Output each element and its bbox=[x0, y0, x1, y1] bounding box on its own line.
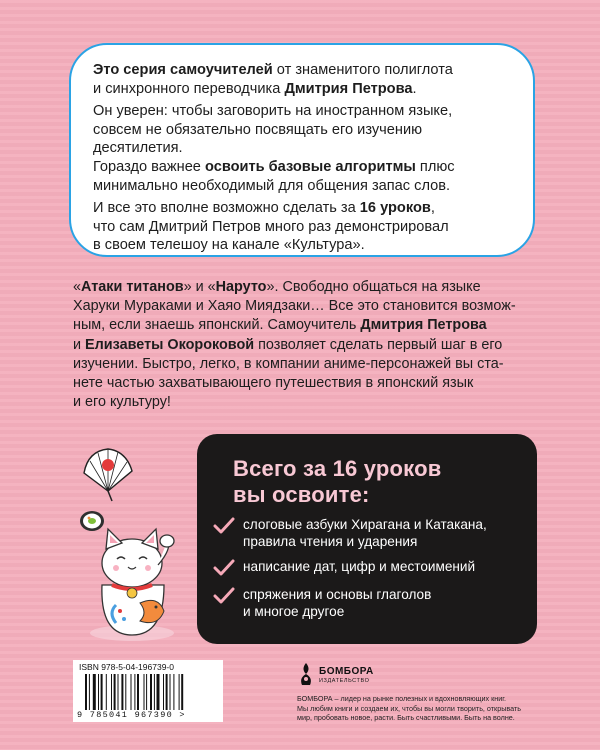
promo-item-1-line-1: слоговые азбуки Хирагана и Катакана, bbox=[243, 517, 487, 532]
bombora-logo-icon bbox=[297, 661, 315, 687]
barcode-bar bbox=[166, 674, 168, 710]
bold-text: Дмитрия Петрова bbox=[360, 317, 487, 334]
promo-item-1-line-2: правила чтения и ударения bbox=[243, 534, 418, 549]
barcode-icon bbox=[85, 674, 213, 710]
bold-text: 16 уроков bbox=[359, 200, 431, 217]
text-segment: ным, если знаешь японский. Самоучитель bbox=[73, 317, 361, 334]
text-segment: совсем не обязательно посвящать его изучению десятилетия. bbox=[93, 121, 423, 157]
text-segment: от знаменитого полиглота bbox=[272, 62, 453, 78]
barcode-bar bbox=[137, 674, 139, 710]
text-segment: , bbox=[430, 200, 435, 217]
barcode-bar bbox=[114, 674, 116, 710]
publisher-note-line: Мы любим книги и создаем их, чтобы вы могли творить, открывать bbox=[297, 703, 521, 713]
checkmark-icon bbox=[213, 516, 235, 536]
text-segment: изучении. Быстро, легко, в компании аниме-персонажей вы ста- bbox=[73, 355, 504, 372]
text-line bbox=[73, 316, 543, 335]
text-line bbox=[93, 121, 513, 158]
barcode-bar bbox=[89, 674, 90, 710]
barcode-bar bbox=[131, 674, 132, 710]
text-line bbox=[93, 61, 513, 80]
barcode-bar bbox=[173, 674, 174, 710]
publisher-note-line: мир, пробовать новое, расти. Быть счастливыми. Быть на волне. bbox=[297, 713, 515, 722]
publisher-subtitle: ИЗДАТЕЛЬСТВО bbox=[319, 678, 370, 684]
sushi-roll-icon bbox=[80, 511, 104, 531]
intro-text bbox=[93, 61, 513, 255]
checkmark-icon bbox=[213, 586, 235, 606]
text-line bbox=[93, 236, 513, 255]
publisher-name: БОМБОРА bbox=[319, 666, 374, 677]
barcode-bar bbox=[125, 674, 126, 710]
barcode-bar bbox=[154, 674, 155, 710]
text-segment: Гораздо важнее bbox=[93, 158, 205, 175]
barcode-bar bbox=[111, 674, 112, 710]
barcode-bar bbox=[179, 674, 180, 710]
promo-item-3-line-1: спряжения и основы глаголов bbox=[243, 587, 432, 602]
text-segment: Он уверен: чтобы заговорить на иностранном языке, bbox=[93, 103, 453, 120]
text-segment: что сам Дмитрий Петров много раз демонстрировал bbox=[93, 218, 449, 235]
barcode-bar bbox=[93, 674, 96, 710]
barcode-digits: 9 785041 967390 > bbox=[77, 710, 186, 720]
text-segment: плюс bbox=[415, 158, 455, 175]
isbn-barcode bbox=[73, 660, 223, 722]
bold-text: Это серия самоучителей bbox=[93, 62, 273, 78]
publisher-note-line: БОМБОРА – лидер на рынке полезных и вдохновляющих книг. bbox=[297, 694, 506, 703]
text-segment: И все это вполне возможно сделать за bbox=[93, 200, 360, 217]
text-line bbox=[93, 218, 513, 237]
text-line bbox=[73, 336, 543, 355]
promo-title-line-1: Всего за 16 уроков bbox=[233, 456, 442, 481]
publisher-note bbox=[297, 694, 537, 723]
fan-icon bbox=[84, 449, 132, 501]
barcode-bar bbox=[146, 674, 147, 710]
text-line bbox=[73, 278, 543, 297]
text-segment: позволяет сделать первый шаг в его bbox=[254, 336, 503, 353]
barcode-bar bbox=[101, 674, 103, 710]
barcode-bar bbox=[163, 674, 164, 710]
isbn-label: ISBN 978-5-04-196739-0 bbox=[79, 662, 174, 672]
text-segment: и bbox=[73, 336, 86, 353]
barcode-bar bbox=[144, 674, 145, 710]
promo-title bbox=[233, 456, 441, 508]
barcode-bar bbox=[118, 674, 119, 710]
text-segment: нете частью захватывающего путешествия в японский язык bbox=[73, 375, 474, 392]
promo-item-3-line-2: и многое другое bbox=[243, 604, 345, 619]
maneki-neko-illustration bbox=[72, 445, 192, 645]
barcode-bar bbox=[181, 674, 183, 710]
promo-item-2-line-1: написание дат, цифр и местоимений bbox=[243, 559, 476, 574]
bold-text: Атаки титанов bbox=[81, 279, 184, 295]
text-line bbox=[73, 355, 543, 374]
bold-text: освоить базовые алгоритмы bbox=[204, 158, 416, 175]
cat-icon bbox=[90, 529, 174, 641]
text-segment: . bbox=[412, 80, 417, 97]
text-segment: и синхронного переводчика bbox=[93, 80, 285, 97]
promo-box bbox=[197, 434, 537, 644]
barcode-bar bbox=[134, 674, 135, 710]
barcode-bar bbox=[85, 674, 87, 710]
text-line bbox=[73, 297, 543, 316]
promo-item bbox=[213, 586, 431, 620]
bold-text: Елизаветы Окороковой bbox=[85, 336, 255, 353]
text-segment: » и « bbox=[183, 279, 216, 295]
text-segment: в своем телешоу на канале «Культура». bbox=[93, 237, 365, 254]
intro-box bbox=[69, 43, 535, 257]
text-segment: ». Свободно общаться на языке bbox=[266, 279, 481, 295]
barcode-bar bbox=[170, 674, 171, 710]
text-line bbox=[93, 158, 513, 177]
bold-text: Наруто bbox=[215, 279, 267, 295]
promo-item bbox=[213, 558, 475, 578]
text-line bbox=[73, 393, 543, 412]
text-segment: минимально необходимый для общения запас слов. bbox=[93, 177, 451, 194]
promo-title-line-2: вы освоите: bbox=[233, 482, 370, 507]
promo-item bbox=[213, 516, 487, 550]
description-text bbox=[73, 278, 543, 412]
barcode-bar bbox=[150, 674, 152, 710]
text-segment: и его культуру! bbox=[73, 394, 171, 411]
publisher-logo bbox=[297, 661, 374, 692]
text-line bbox=[93, 80, 513, 99]
bold-text: Дмитрия Петрова bbox=[284, 80, 413, 97]
barcode-bar bbox=[98, 674, 99, 710]
text-segment: « bbox=[73, 279, 82, 295]
text-line bbox=[93, 177, 513, 196]
checkmark-icon bbox=[213, 558, 235, 578]
barcode-bar bbox=[121, 674, 123, 710]
text-line bbox=[93, 102, 513, 121]
text-segment: Харуки Мураками и Хаяо Миядзаки… Все это становится возмож- bbox=[73, 298, 516, 315]
text-line bbox=[93, 199, 513, 218]
barcode-bar bbox=[106, 674, 107, 710]
text-line bbox=[73, 374, 543, 393]
barcode-bar bbox=[157, 674, 160, 710]
